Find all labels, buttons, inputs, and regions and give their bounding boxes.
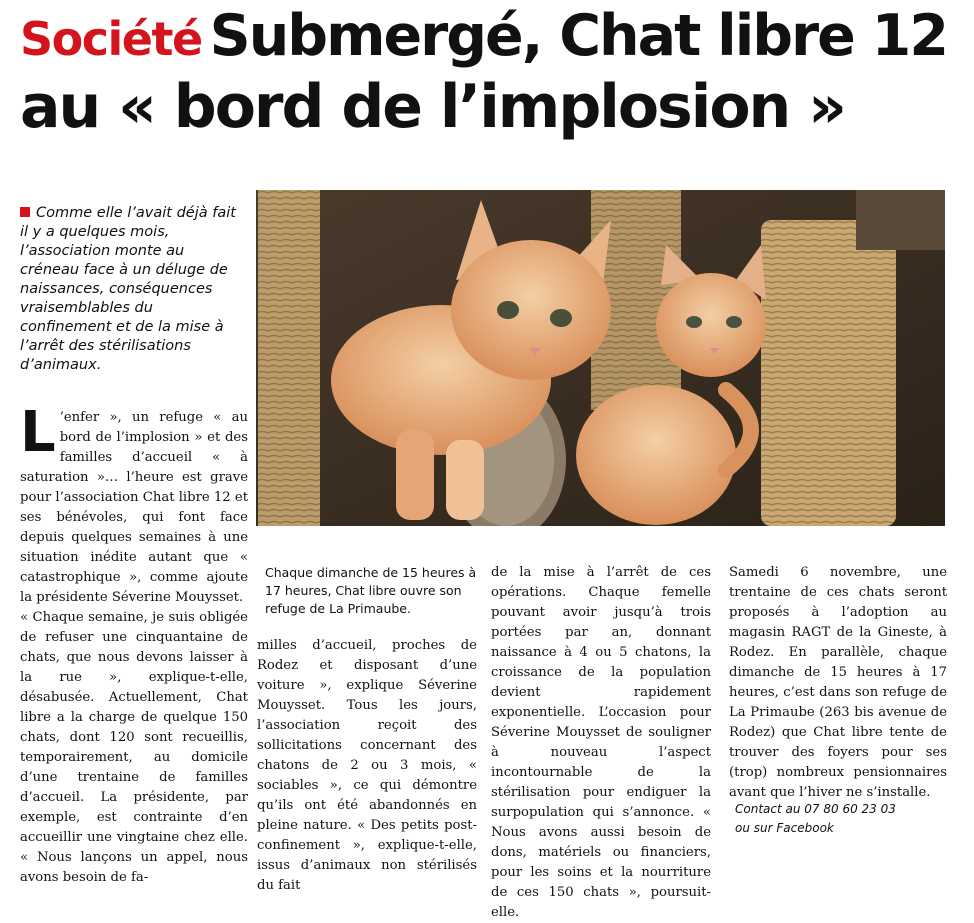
kittens-photo bbox=[256, 190, 945, 526]
lead-text: Comme elle l’avait déjà fait il y a quelques mois, l’association monte au créneau face à un déluge de naissances, conséquences vraisemblables du confinement et de la mise à l’arrêt des stérilisations d’animaux. bbox=[20, 205, 236, 373]
photo-caption: Chaque dimanche de 15 heures à 17 heures, Chat libre ouvre son refuge de La Primaube. bbox=[265, 565, 477, 616]
headline-title-1: Submergé, Chat libre 12 bbox=[209, 3, 947, 69]
column-4-text: Samedi 6 novembre, une trentaine de ces chats seront proposés à l’adoption au magasin RAGT de la Gineste, à Rodez. En parallèle, chaque dimanche de 15 heures à 17 heures, c’est dans son refuge de La Primaube (263 bis avenue de Rodez) que Chat libre tente de trouver des foyers pour ses (trop) nombreux pensionnaires avant que l’hiver ne s’installe. bbox=[729, 565, 947, 800]
article-column-1 bbox=[20, 400, 248, 888]
headline bbox=[20, 3, 960, 142]
contact-phone: Contact au 07 80 60 23 03 bbox=[735, 802, 896, 816]
column-3-text: de la mise à l’arrêt de ces opérations. Chaque femelle pouvant avoir jusqu’à trois portées par an, donnant naissance à 4 ou 5 chatons, la croissance de la population devient rapidement exponentielle. L’occasion pour Séverine Mouysset de souligner à nouveau l’aspect incontournable de la stérilisation pour endiguer la surpopulation qui s’annonce. « Nous avons aussi besoin de dons, matériels ou financiers, pour les soins et la nourriture de ces 150 chats », poursuit-elle. bbox=[491, 565, 711, 920]
red-square-bullet-icon bbox=[20, 207, 30, 217]
column-1-paragraph-2: « Chaque semaine, je suis obligée de refuser une cinquantaine de chats, que nous devons laisser à la rue », explique-t-elle, désabusée. Actuellement, Chat libre a la charge de quelque 150 chats, dont 120 sont recueillis, temporairement, au domicile d’une trentaine de familles d’accueil. La présidente, par exemple, est contrainte d’en accueillir une vingtaine chez elle. « Nous lançons un appel, nous avons besoin de fa- bbox=[20, 610, 248, 885]
article-column-4 bbox=[729, 563, 947, 803]
section-label: Société bbox=[20, 12, 202, 66]
article-column-3 bbox=[491, 563, 711, 923]
lead-paragraph bbox=[20, 204, 244, 375]
column-1-text-1: ’enfer », un refuge « au bord de l’implosion » et des familles d’accueil « à saturation »… l’heure est grave pour l’association Chat libre 12 et ses bénévoles, qui font face depuis quelques semaines à une situation inédite autant que « catastrophique », comme ajoute la présidente Séverine Mouysset. bbox=[20, 410, 248, 605]
drop-cap: L bbox=[20, 400, 56, 465]
contact-info bbox=[735, 800, 947, 838]
column-1-paragraph-1 bbox=[20, 400, 248, 608]
kittens-illustration bbox=[256, 190, 945, 526]
article-column-2 bbox=[257, 636, 477, 896]
headline-line-2: au « bord de l’implosion » bbox=[20, 72, 845, 142]
headline-line-1 bbox=[20, 3, 960, 69]
contact-facebook: ou sur Facebook bbox=[735, 821, 834, 835]
column-2-text: milles d’accueil, proches de Rodez et disposant d’une voiture », explique Séverine Mouysset. Tous les jours, l’association reçoit des sollicitations concernant des chatons de 2 ou 3 mois, « sociables », ce qui démontre qu’ils ont été abandonnés en pleine nature. « Des petits post-confinement », explique-t-elle, issus d’animaux non stérilisés du fait bbox=[257, 638, 477, 893]
